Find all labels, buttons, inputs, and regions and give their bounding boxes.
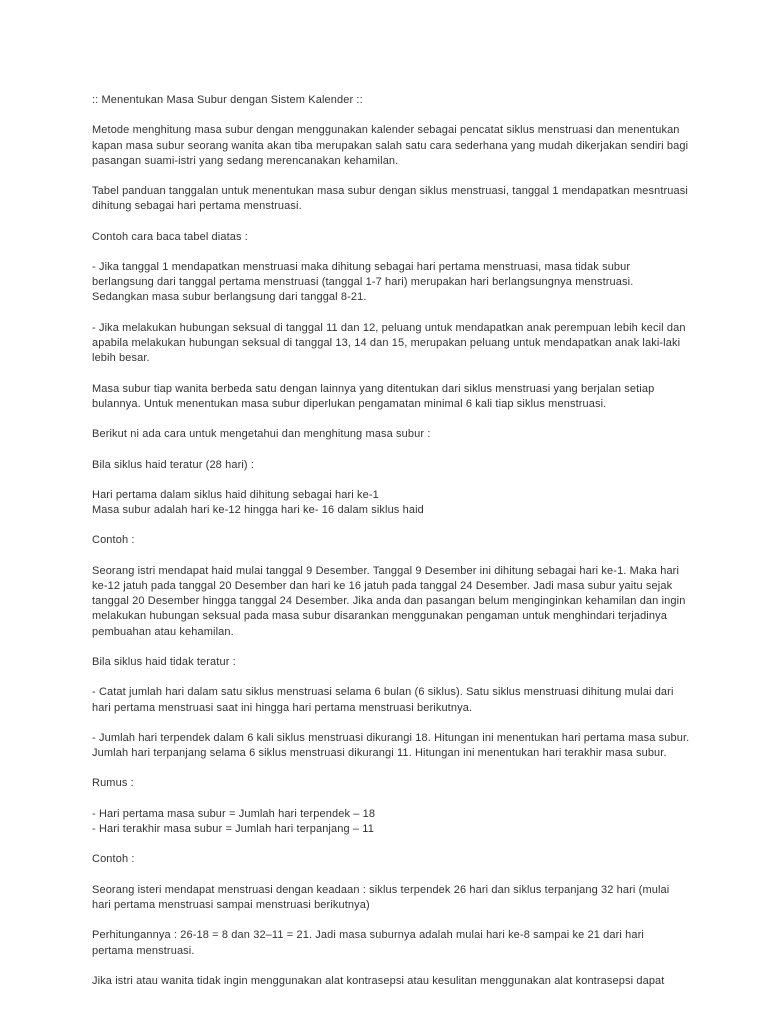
paragraph-bullet — [92, 685, 752, 715]
text-line: Seorang isteri mendapat menstruasi dengan keadaan : siklus terpendek 26 hari dan siklus terpanjang 32 hari (mulai — [92, 883, 670, 896]
text-line: berlangsung dari tanggal pertama menstruasi (tanggal 1-7 hari) merupakan hari berlangsungnya menstruasi. — [92, 276, 634, 289]
text-line: - Jumlah hari terpendek dalam 6 kali siklus menstruasi dikurangi 18. Hitungan ini menentukan hari pertama masa subur. — [92, 731, 690, 744]
text-line: Jumlah hari terpanjang selama 6 siklus menstruasi dikurangi 11. Hitungan ini menentukan hari terakhir masa subur. — [92, 747, 667, 760]
paragraph-heading — [92, 458, 752, 473]
text-line: Rumus : — [92, 777, 134, 790]
text-line: pertama menstruasi. — [92, 944, 195, 957]
paragraph-table-guide — [92, 184, 752, 214]
document-body — [92, 93, 752, 1004]
text-line: Jika istri atau wanita tidak ingin menggunakan alat kontrasepsi atau kesulitan menggunakan alat kontrasepsi dapat — [92, 974, 665, 987]
paragraph-bullet — [92, 321, 752, 367]
text-line: Masa subur tiap wanita berbeda satu dengan lainnya yang ditentukan dari siklus menstruasi yang berjalan setiap — [92, 382, 655, 395]
text-line: hari pertama menstruasi sampai menstruasi berikutnya) — [92, 898, 370, 911]
paragraph-intro — [92, 123, 752, 169]
text-line: Bila siklus haid teratur (28 hari) : — [92, 458, 255, 471]
text-line: - Jika melakukan hubungan seksual di tanggal 11 dan 12, peluang untuk mendapatkan anak perempuan lebih kecil dan — [92, 321, 686, 334]
text-line: - Hari terakhir masa subur = Jumlah hari terpanjang – 11 — [92, 823, 374, 835]
text-line: pasangan suami-istri yang sedang merencanakan kehamilan. — [92, 154, 399, 167]
text-line: Hari pertama dalam siklus haid dihitung sebagai hari ke-1 — [92, 488, 379, 501]
text-line: - Jika tanggal 1 mendapatkan menstruasi maka dihitung sebagai hari pertama menstruasi, masa tidak subur — [92, 261, 631, 274]
text-line: kapan masa subur seorang wanita akan tiba merupakan salah satu cara sederhana yang mudah dikerjakan sendiri bagi — [92, 139, 689, 152]
paragraph-heading — [92, 776, 752, 791]
text-line: Contoh : — [92, 853, 135, 866]
text-line: - Catat jumlah hari dalam satu siklus menstruasi selama 6 bulan (6 siklus). Satu siklus menstruasi dihitung mulai dari — [92, 686, 674, 699]
text-line: - Hari pertama masa subur = Jumlah hari terpendek – 18 — [92, 807, 376, 820]
paragraph-heading — [92, 852, 752, 867]
text-line: bulannya. Untuk menentukan masa subur diperlukan pengamatan minimal 6 kali tiap siklus menstruasi. — [92, 397, 607, 410]
paragraph — [92, 928, 752, 958]
paragraph-formula — [92, 807, 752, 837]
paragraph — [92, 883, 752, 913]
text-line: Sedangkan masa subur berlangsung dari tanggal 8-21. — [92, 291, 367, 304]
text-line: tanggal 20 Desember hingga tanggal 24 Desember. Jika anda dan pasangan belum menginginkan kehamilan dan ingin — [92, 595, 686, 608]
paragraph-heading — [92, 230, 752, 245]
text-line: melakukan hubungan seksual pada masa subur disarankan menggunakan pengaman untuk menghindari terjadinya — [92, 610, 667, 623]
text-line: apabila melakukan hubungan seksual di tanggal 13, 14 dan 15, merupakan peluang untuk mendapatkan anak laki-laki — [92, 337, 681, 349]
text-line: lebih besar. — [92, 352, 150, 365]
paragraph — [92, 974, 752, 989]
text-line: Contoh cara baca tabel diatas : — [92, 230, 248, 243]
paragraph-heading — [92, 533, 752, 548]
paragraph-heading — [92, 655, 752, 670]
text-line: Bila siklus haid tidak teratur : — [92, 655, 236, 668]
text-line: hari pertama menstruasi saat ini hingga hari pertama menstruasi berikutnya. — [92, 701, 473, 714]
text-line: Perhitungannya : 26-18 = 8 dan 32–11 = 21. Jadi masa suburnya adalah mulai hari ke-8 sampai ke 21 dari hari — [92, 929, 644, 942]
text-line: Berikut ni ada cara untuk mengetahui dan menghitung masa subur : — [92, 428, 431, 441]
text-line: Masa subur adalah hari ke-12 hingga hari ke- 16 dalam siklus haid — [92, 504, 424, 517]
text-line: Metode menghitung masa subur dengan menggunakan kalender sebagai pencatat siklus menstruasi dan menentukan — [92, 124, 680, 137]
text-line: Contoh : — [92, 534, 135, 547]
text-line: Tabel panduan tanggalan untuk menentukan masa subur dengan siklus menstruasi, tanggal 1 mendapatkan mesntruasi — [92, 185, 688, 198]
text-line: pembuahan atau kehamilan. — [92, 625, 234, 638]
text-line: ke-12 jatuh pada tanggal 20 Desember dan hari ke 16 jatuh pada tanggal 24 Desember. Jadi masa subur yaitu sejak — [92, 580, 673, 592]
paragraph-heading — [92, 427, 752, 442]
paragraph-bullet — [92, 260, 752, 306]
paragraph — [92, 382, 752, 412]
text-line: Seorang istri mendapat haid mulai tanggal 9 Desember. Tanggal 9 Desember ini dihitung sebagai hari ke-1. Maka hari — [92, 564, 680, 577]
paragraph — [92, 564, 752, 640]
text-line: dihitung sebagai hari pertama menstruasi. — [92, 200, 302, 213]
paragraph — [92, 488, 752, 518]
paragraph-bullet — [92, 731, 752, 761]
document-title: :: Menentukan Masa Subur dengan Sistem Kalender :: — [92, 94, 363, 106]
